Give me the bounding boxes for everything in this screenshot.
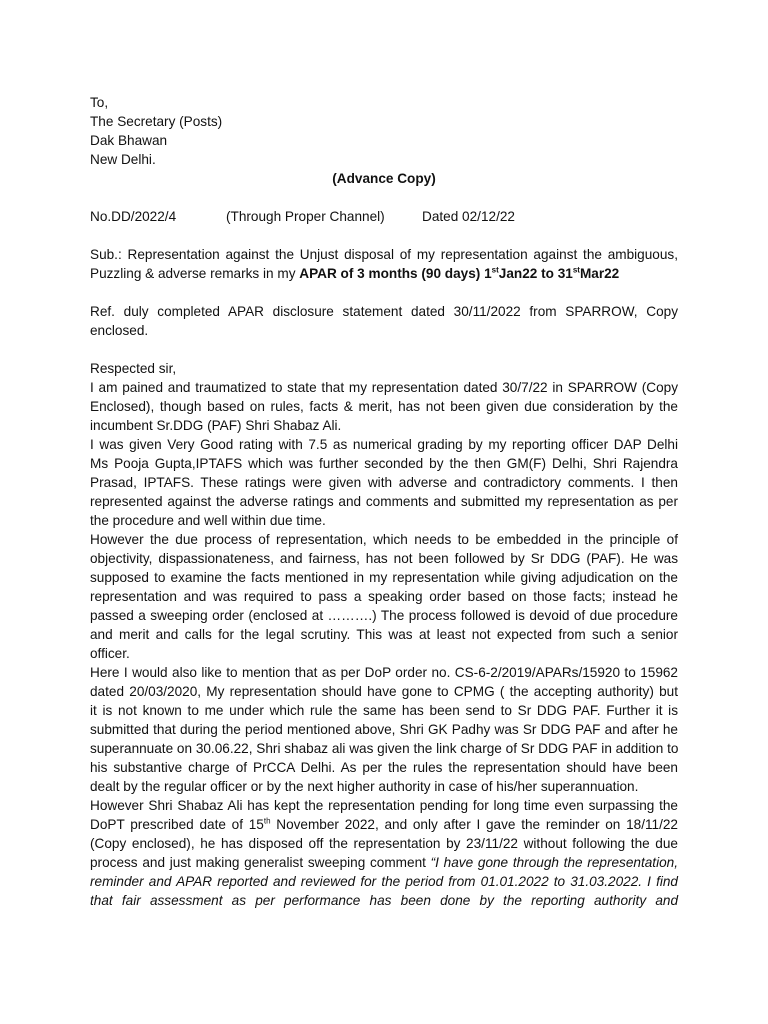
ref-line-1: Ref. duly completed APAR disclosure statement dated 30/11/2022 from SPARROW, Copy (90, 304, 678, 319)
body-line: that fair assessment as per performance has been done by the reporting authority and (90, 893, 678, 908)
paragraph-1 (90, 378, 678, 435)
body-line: officer. (90, 646, 130, 661)
body-line: Here I would also like to mention that as per DoP order no. CS-6-2/2019/APARs/15920 to 15962 (90, 665, 678, 680)
subject-line-1: Sub.: Representation against the Unjust disposal of my representation against the ambiguous, (90, 247, 678, 262)
body-line: passed a sweeping order (enclosed at ……….) The process followed is devoid of due procedure (90, 608, 678, 623)
paragraph-2 (90, 435, 678, 530)
ref-line-2: enclosed. (90, 323, 149, 338)
body-line: represented against the adverse ratings and comments and submitted my representation as per (90, 494, 678, 509)
body-line: However Shri Shabaz Ali has kept the representation pending for long time even surpassing the (90, 798, 678, 813)
address-to: To, (90, 95, 109, 110)
body-line: Prasad, IPTAFS. These ratings were given with adverse and contradictory comments. I then (90, 475, 678, 490)
reference-line (90, 207, 678, 226)
body-line: representation and was required to pass a speaking order based on those facts; instead he (90, 589, 678, 604)
body-line: superannuate on 30.06.22, Shri shabaz ali was given the link charge of Sr DDG PAF in addition to (90, 741, 679, 756)
salutation: Respected sir, (90, 361, 177, 376)
paragraph-5 (90, 796, 678, 910)
reference-number: No.DD/2022/4 (90, 209, 177, 224)
subject-line-2: Puzzling & adverse remarks in my APAR of 3 months (90 days) 1stJan22 to 31stMar22 (90, 265, 620, 281)
body-line: (Copy enclosed), he has disposed off the representation by 23/11/22 without following the due (90, 836, 678, 851)
reference-date: Dated 02/12/22 (422, 209, 515, 224)
body-line: process and just making generalist sweeping comment “I have gone through the representation, (90, 855, 678, 870)
body-line: his substantive charge of PrCCA Delhi. As per the rules the representation should have been (90, 760, 678, 775)
address-recipient: The Secretary (Posts) (90, 114, 223, 129)
body-line: the procedure and well within due time. (90, 513, 326, 528)
body-line: dealt by the regular officer or by the next higher authority in case of his/her superannuation. (90, 779, 639, 794)
body-line: submitted that during the period mentioned above, Shri GK Padhy was Sr DDG PAF and after he (90, 722, 678, 737)
body-line: and merit and calls for the legal scrutiny. This was at least not expected from such a senior (90, 627, 678, 642)
body-line: supposed to examine the facts mentioned in my representation while giving adjudication on the (90, 570, 678, 585)
address-block (90, 93, 678, 169)
address-city: New Delhi. (90, 152, 156, 167)
body-line: it is not known to me under which rule the same has been send to Sr DDG PAF. Further it is (90, 703, 678, 718)
body-line: DoPT prescribed date of 15th November 2022, and only after I gave the reminder on 18/11/22 (90, 816, 678, 832)
paragraph-4 (90, 663, 678, 796)
body-line: Ms Pooja Gupta,IPTAFS which was further seconded by the then GM(F) Delhi, Shri Rajendra (90, 456, 678, 471)
paragraph-3 (90, 530, 678, 663)
body-line: dated 20/03/2020, My representation should have gone to CPMG ( the accepting authority) but (90, 684, 678, 699)
address-office: Dak Bhawan (90, 133, 168, 148)
reference-channel: (Through Proper Channel) (226, 209, 385, 224)
body-line: Enclosed), though based on rules, facts & merit, has not been given due consideration by the (90, 399, 678, 414)
body-line: I am pained and traumatized to state that my representation dated 30/7/22 in SPARROW (Copy (90, 380, 678, 395)
body-line: I was given Very Good rating with 7.5 as numerical grading by my reporting officer DAP Delhi (90, 437, 678, 452)
body-line: incumbent Sr.DDG (PAF) Shri Shabaz Ali. (90, 418, 342, 433)
reference-statement (90, 302, 678, 340)
subject-block (90, 245, 678, 283)
body-line: However the due process of representation, which needs to be embedded in the principle of (90, 532, 678, 547)
body-line: reminder and APAR reported and reviewed for the period from 01.01.2022 to 31.03.2022. I find (90, 874, 678, 889)
advance-copy-heading: (Advance Copy) (332, 171, 436, 186)
body-line: objectivity, dispassionateness, and fairness, has not been followed by Sr DDG (PAF). He was (90, 551, 678, 566)
